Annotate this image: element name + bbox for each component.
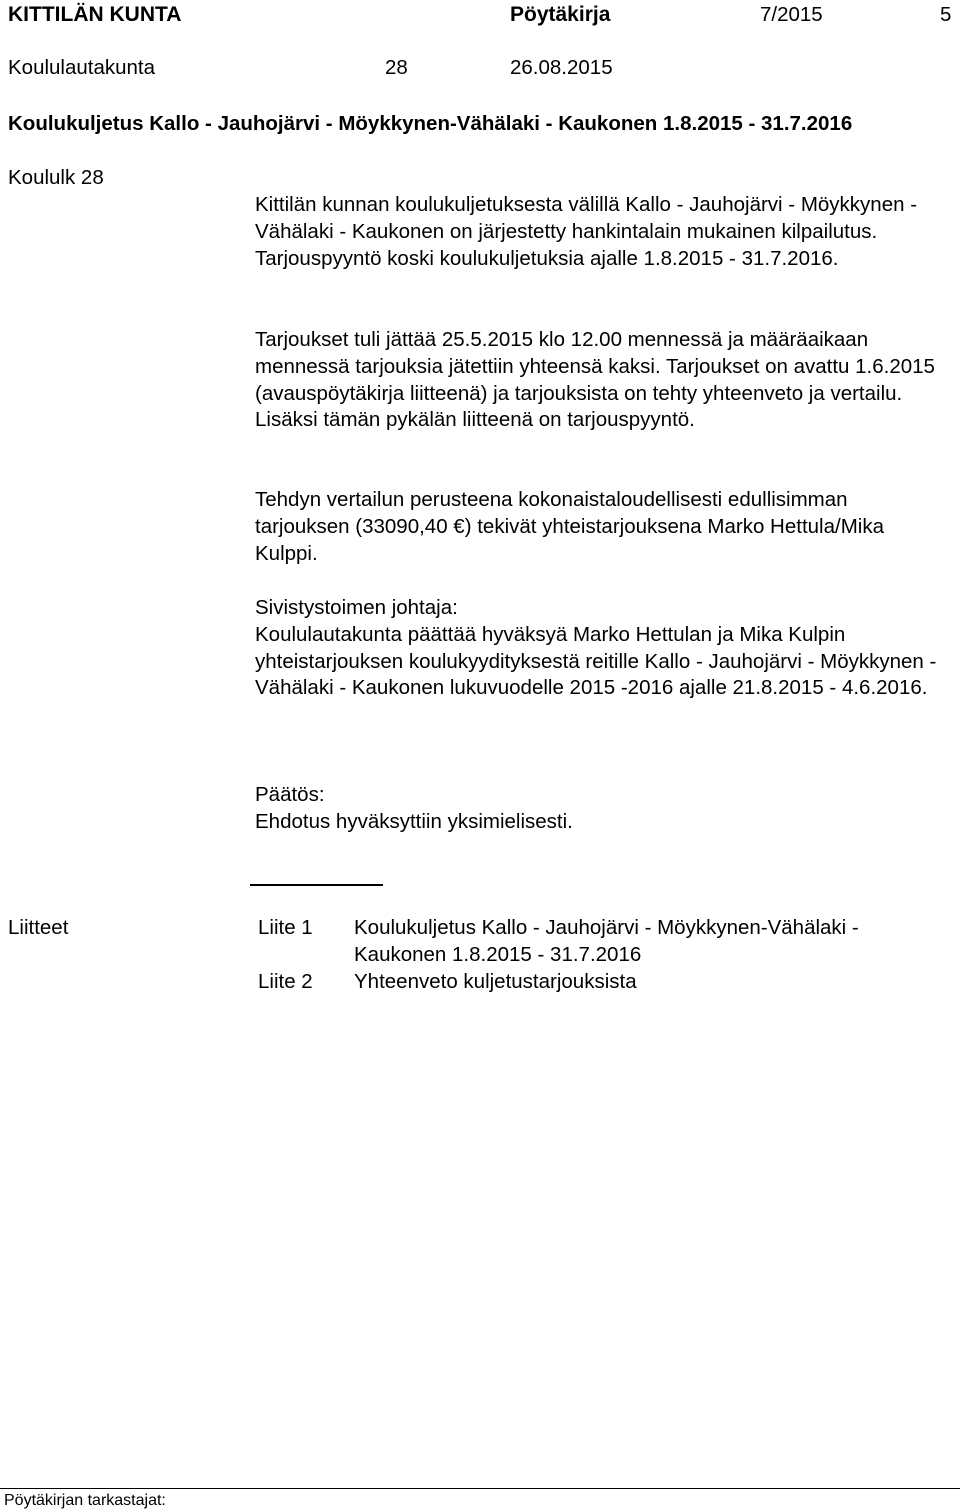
document-title: Koulukuljetus Kallo - Jauhojärvi - Möykkynen-Vähälaki - Kaukonen 1.8.2015 - 31.7.2016 <box>8 112 853 135</box>
paragraph-comparison <box>255 487 945 567</box>
section-label: Koululk 28 <box>8 166 104 189</box>
decision-text: Ehdotus hyväksyttiin yksimielisesti. <box>255 809 573 833</box>
separator-line <box>250 884 383 886</box>
page-number: 5 <box>940 3 952 26</box>
paragraph-offers <box>255 327 945 434</box>
attachment-id: Liite 2 <box>258 970 313 993</box>
org-name: KITTILÄN KUNTA <box>8 3 182 26</box>
attachment-title: Yhteenveto kuljetustarjouksista <box>354 970 637 993</box>
proposal-text: Koululautakunta päättää hyväksyä Marko Hettulan ja Mika Kulpin yhteistarjouksen koulukyydityksestä reitille Kallo - Jauhojärvi - Möykkynen - Vähälaki - Kaukonen lukuvuodelle 2015 -2016 ajalle 21.8.2015 - 4.6.2016. <box>255 622 937 700</box>
decision-heading: Päätös: <box>255 783 325 806</box>
paragraph-text: Tarjoukset tuli jättää 25.5.2015 klo 12.00 mennessä ja määräaikaan mennessä tarjouksia jätettiin yhteensä kaksi. Tarjoukset on avattu 1.6.2015 (avauspöytäkirja liitteenä) ja tarjouksista on tehty yhteenveto ja vertailu. Lisäksi tämän pykälän liitteenä on tarjouspyyntö. <box>255 328 935 432</box>
paragraph-text: Tehdyn vertailun perusteena kokonaistaloudellisesti edullisimman tarjouksen (33090,40 €) tekivät yhteistarjouksena Marko Hettula/Mika Kulppi. <box>255 488 884 565</box>
decision-block <box>255 782 945 836</box>
attachment-title: Koulukuljetus Kallo - Jauhojärvi - Möykkynen-Vähälaki - <box>354 916 859 939</box>
document-number: 7/2015 <box>760 3 823 26</box>
section-number: 28 <box>385 56 408 79</box>
paragraph-text: Kittilän kunnan koulukuljetuksesta välillä Kallo - Jauhojärvi - Möykkynen - Vähälaki - Kaukonen on järjestetty hankintalain mukainen kilpailutus. Tarjouspyyntö koski koulukuljetuksia ajalle 1.8.2015 - 31.7.2016. <box>255 193 918 270</box>
attachments-label: Liitteet <box>8 916 69 939</box>
footer-line <box>0 1488 960 1489</box>
proposal-heading: Sivistystoimen johtaja: <box>255 596 458 619</box>
attachment-title-continued: Kaukonen 1.8.2015 - 31.7.2016 <box>354 943 642 966</box>
document-type: Pöytäkirja <box>510 3 611 26</box>
proposal-block <box>255 595 945 702</box>
attachment-id: Liite 1 <box>258 916 313 939</box>
footer-reviewers-label: Pöytäkirjan tarkastajat: <box>4 1492 166 1509</box>
meeting-date: 26.08.2015 <box>510 56 613 79</box>
committee-name: Koululautakunta <box>8 56 156 79</box>
paragraph-procurement <box>255 192 945 272</box>
